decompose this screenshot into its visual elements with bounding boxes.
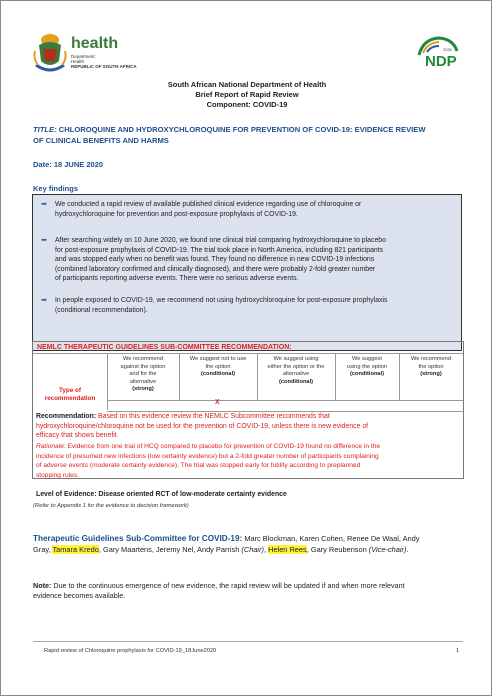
- arrow-bullet-icon: ➡: [41, 237, 47, 244]
- committee-names: Gray,: [33, 544, 53, 554]
- recommendation-line: Based on this evidence review the NEMLC Subcommittee recommends that: [96, 413, 330, 420]
- type-label-line-2: recommendation: [44, 395, 96, 402]
- option-line: We recommend: [410, 356, 452, 362]
- rationale-line: stopping rules.: [36, 471, 79, 479]
- finding-line: (conditional recommendation).: [55, 306, 148, 314]
- selected-option-mark: X: [215, 399, 220, 406]
- highlighted-name: Helen Rees: [268, 544, 307, 554]
- committee-names: .: [406, 544, 409, 554]
- committee-names: Marc Blockman, Karen Cohen, Renee De Waal, Andy: [242, 534, 420, 543]
- level-of-evidence: Level of Evidence: Disease oriented RCT of low-moderate certainty evidence: [36, 491, 287, 498]
- finding-line: hydroxychloroquine for prevention and post-exposure prophylaxis of COVID-19.: [55, 210, 298, 218]
- option-strength: (strong): [132, 386, 154, 392]
- recommendation-text: [36, 412, 458, 441]
- title-text-2: OF CLINICAL BENEFITS AND HARMS: [33, 136, 169, 145]
- finding-text: [55, 236, 453, 284]
- option-line: either the option or the: [267, 363, 325, 370]
- rationale-label: Rationale:: [36, 443, 66, 450]
- option-conditional-for: [335, 354, 400, 400]
- finding-text: [55, 200, 453, 219]
- note-label: Note:: [33, 581, 52, 590]
- type-of-recommendation-cell: [33, 354, 108, 410]
- option-line: We suggest using: [273, 356, 319, 362]
- logo-sub-line-2: Health: [71, 59, 85, 64]
- vice-chair-label: (Vice-chair): [368, 544, 407, 554]
- key-findings-heading: Key findings: [33, 184, 79, 193]
- ndp-logo-year: 2030: [443, 47, 452, 52]
- key-findings-box: [32, 194, 462, 351]
- ndp-2030-logo: [413, 35, 461, 75]
- finding-line: and was stopped early when no benefit was found. They found no difference in new COVID-19 infections: [55, 256, 375, 264]
- finding-line: After searching widely on 10 June 2020, we found one clinical trial comparing hydroxychloroquine to placebo: [55, 237, 386, 244]
- page-number: 1: [456, 648, 460, 654]
- health-department-logo: [33, 31, 178, 81]
- arrow-bullet-icon: ➡: [41, 201, 47, 208]
- finding-line: We conducted a rapid review of available published clinical evidence regarding use of chloroquine or: [55, 201, 362, 208]
- header-line-3: Component: COVID-19: [206, 100, 288, 109]
- option-line: against the option: [120, 363, 166, 370]
- update-note: [33, 581, 463, 601]
- finding-line: for post-exposure prophylaxis of COVID-19. The trial took place in North America, including 821 participants: [55, 246, 384, 254]
- committee-members: [33, 534, 463, 555]
- appendix-reference-note: (Refer to Appendix 1 for the evidence to decision framework): [33, 503, 189, 509]
- finding-item: [41, 296, 453, 318]
- header-line-1: South African National Department of Health: [167, 80, 327, 89]
- finding-line: of participants reporting adverse events. There were no serious adverse events.: [55, 275, 299, 283]
- footer-divider: [33, 641, 463, 642]
- ndp-logo-word: NDP: [425, 53, 457, 70]
- arrow-bullet-icon: ➡: [41, 297, 47, 304]
- finding-item: [41, 236, 453, 286]
- option-line: We suggest: [352, 356, 382, 362]
- committee-heading: Therapeutic Guidelines Sub-Committee for COVID-19:: [33, 534, 243, 543]
- title-text-1: CHLOROQUINE AND HYDROXYCHLOROQUINE FOR PREVENTION OF COVID-19: EVIDENCE REVIEW: [56, 125, 426, 134]
- coat-of-arms-icon: [33, 31, 67, 75]
- finding-text: [55, 296, 453, 315]
- rationale-text: [36, 442, 458, 480]
- option-strong-against: [107, 354, 180, 400]
- header-line-2: Brief Report of Rapid Review: [195, 90, 299, 99]
- rationale-line: incidence of presumed new infections (low certainty evidence) but a 2-fold greater number of participants complaining: [36, 452, 379, 460]
- selection-row: [107, 400, 463, 412]
- option-strength: (conditional): [278, 378, 314, 385]
- option-strength: (strong): [420, 371, 442, 377]
- option-line: We suggest not to use: [189, 356, 247, 362]
- type-label-line-1: Type of: [59, 387, 81, 394]
- option-strong-for: [399, 354, 463, 400]
- option-line: the option: [205, 363, 231, 370]
- title-label: TITLE:: [33, 125, 57, 134]
- report-date: Date: 18 JUNE 2020: [33, 160, 104, 169]
- health-logo-word: health: [71, 35, 119, 52]
- rationale-line: of adverse events (moderate certainty evidence). The trial was stopped early for futility according to preplanned: [36, 462, 361, 470]
- option-line: We recommend: [122, 356, 164, 362]
- chair-label: (Chair): [241, 544, 264, 554]
- finding-item: [41, 200, 453, 222]
- option-strength: (conditional): [349, 371, 385, 377]
- option-line: alternative: [129, 378, 157, 385]
- note-line: evidence becomes available.: [33, 591, 126, 600]
- document-title: [33, 125, 463, 135]
- logo-sub-line-1: Department:: [71, 54, 96, 59]
- option-line: alternative: [282, 371, 310, 377]
- committee-names: ,: [264, 544, 269, 554]
- highlighted-name: Tamara Kredo: [52, 544, 99, 554]
- rationale-line: Evidence from one trial of HCQ compared to placebo for prevention of COVID-19 found no difference in the: [65, 443, 381, 450]
- recommendation-label: Recommendation:: [36, 413, 97, 420]
- option-strength: (conditional): [200, 371, 236, 377]
- committee-names: , Gary Reubenson: [306, 544, 369, 554]
- finding-line: (combined laboratory confirmed and clinically diagnosed), and there were probably 2-fold greater number: [55, 265, 376, 273]
- recommendation-line: efficacy that shows benefit.: [36, 432, 119, 440]
- option-conditional-either: [257, 354, 336, 400]
- option-conditional-against: [179, 354, 258, 400]
- option-line: using the option: [346, 363, 388, 370]
- note-line: Due to the continuous emergence of new evidence, the rapid review will be updated if and when more relevant: [51, 581, 405, 590]
- logo-sub-line-3: REPUBLIC OF SOUTH AFRICA: [71, 64, 137, 69]
- recommendation-line: hydroxychloroquine/chloroquine not be used for the prevention of COVID-19, unless there is new evidence of: [36, 422, 369, 430]
- committee-names: , Gary Maartens, Jeremy Nel, Andy Parrish: [98, 544, 242, 554]
- option-line: and for the: [129, 371, 157, 377]
- option-line: the option: [418, 363, 444, 370]
- finding-line: In people exposed to COVID-19, we recommend not using hydroxychloroquine for post-exposure prophylaxis: [55, 297, 388, 304]
- footer-text: Rapid review of Chloroquine prophylaxis for COVID-19_18June2020: [44, 648, 217, 654]
- recommendation-table-heading: NEMLC THERAPEUTIC GUIDELINES SUB-COMMITTEE RECOMMENDATION:: [33, 342, 463, 354]
